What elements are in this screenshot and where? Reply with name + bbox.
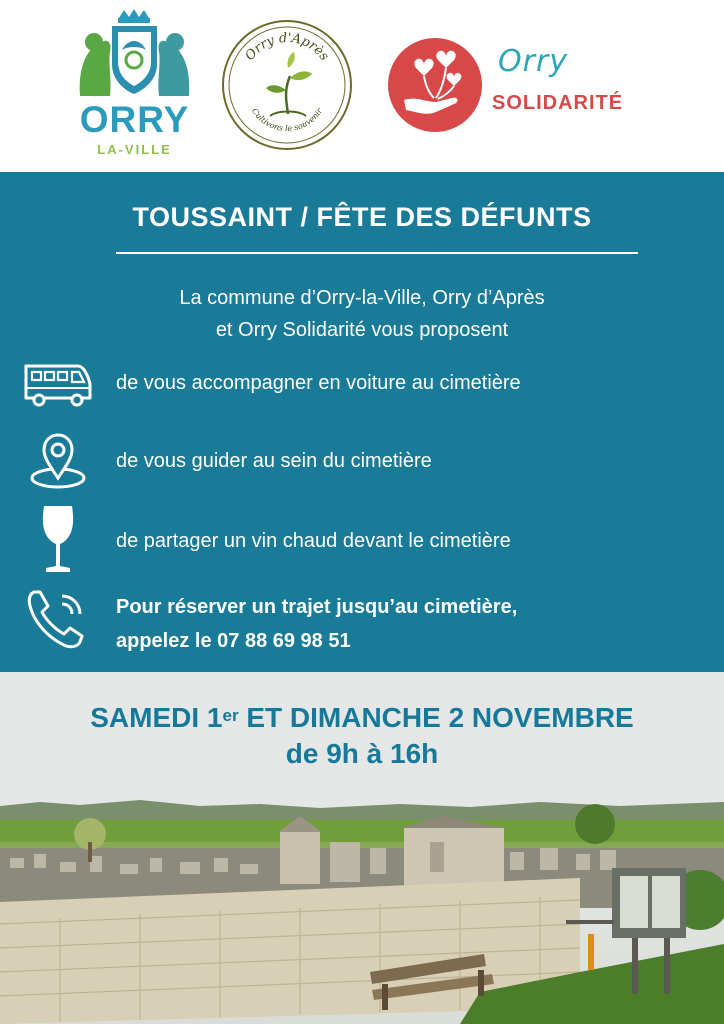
apres-name: Orry d'Après xyxy=(242,30,332,64)
event-day-1: SAMEDI 1 xyxy=(90,702,223,733)
chapel-right xyxy=(400,816,505,890)
event-hours: de 9h à 16h xyxy=(285,738,439,769)
reservation-line-1: Pour réserver un trajet jusqu’au cimetière, xyxy=(116,596,518,618)
event-day-2: ET DIMANCHE 2 NOVEMBRE xyxy=(238,702,634,733)
event-day-1-suffix: er xyxy=(222,706,239,725)
intro-line-1: La commune d’Orry-la-Ville, Orry d’Après xyxy=(179,287,545,309)
service-item-transport xyxy=(0,354,724,414)
service-item-wine xyxy=(0,502,724,574)
intro-text xyxy=(0,282,724,346)
coat-of-arms-icon xyxy=(72,8,197,100)
location-pin-icon xyxy=(22,432,94,492)
service-text-guide: de vous guider au sein du cimetière xyxy=(116,450,432,472)
service-item-guide xyxy=(0,432,724,492)
service-item-phone xyxy=(0,584,724,654)
solidarite-word: SOLIDARITÉ xyxy=(492,92,624,114)
service-text-wine: de partager un vin chaud devant le cimetière xyxy=(116,530,511,552)
heart-hand-icon xyxy=(386,36,484,134)
service-text-transport: de vous accompagner en voiture au cimetière xyxy=(116,372,521,394)
page-title: TOUSSAINT / FÊTE DES DÉFUNTS xyxy=(132,202,592,232)
orry-la-ville-logo xyxy=(72,8,197,158)
title-divider xyxy=(116,252,638,254)
wine-glass-icon xyxy=(22,502,94,574)
apres-tagline: Cultivons le souvenir xyxy=(249,106,325,134)
header-logos xyxy=(0,0,724,172)
orry-solidarite-logo xyxy=(386,36,704,134)
info-panel xyxy=(0,172,724,672)
event-dates xyxy=(0,700,724,772)
minibus-icon xyxy=(22,354,94,414)
event-days xyxy=(0,700,724,736)
intro-line-2: et Orry Solidarité vous proposent xyxy=(215,319,509,341)
reservation-phone-line: appelez le 07 88 69 98 51 xyxy=(116,630,351,652)
orry-dapres-logo xyxy=(220,18,354,152)
solidarite-orry-word: Orry xyxy=(498,44,569,79)
phone-icon xyxy=(22,584,94,654)
orry-wordmark: ORRY xyxy=(79,99,190,140)
reservation-text xyxy=(116,590,517,658)
cemetery-photo xyxy=(0,672,724,1024)
la-ville-wordmark: LA-VILLE xyxy=(97,142,172,157)
